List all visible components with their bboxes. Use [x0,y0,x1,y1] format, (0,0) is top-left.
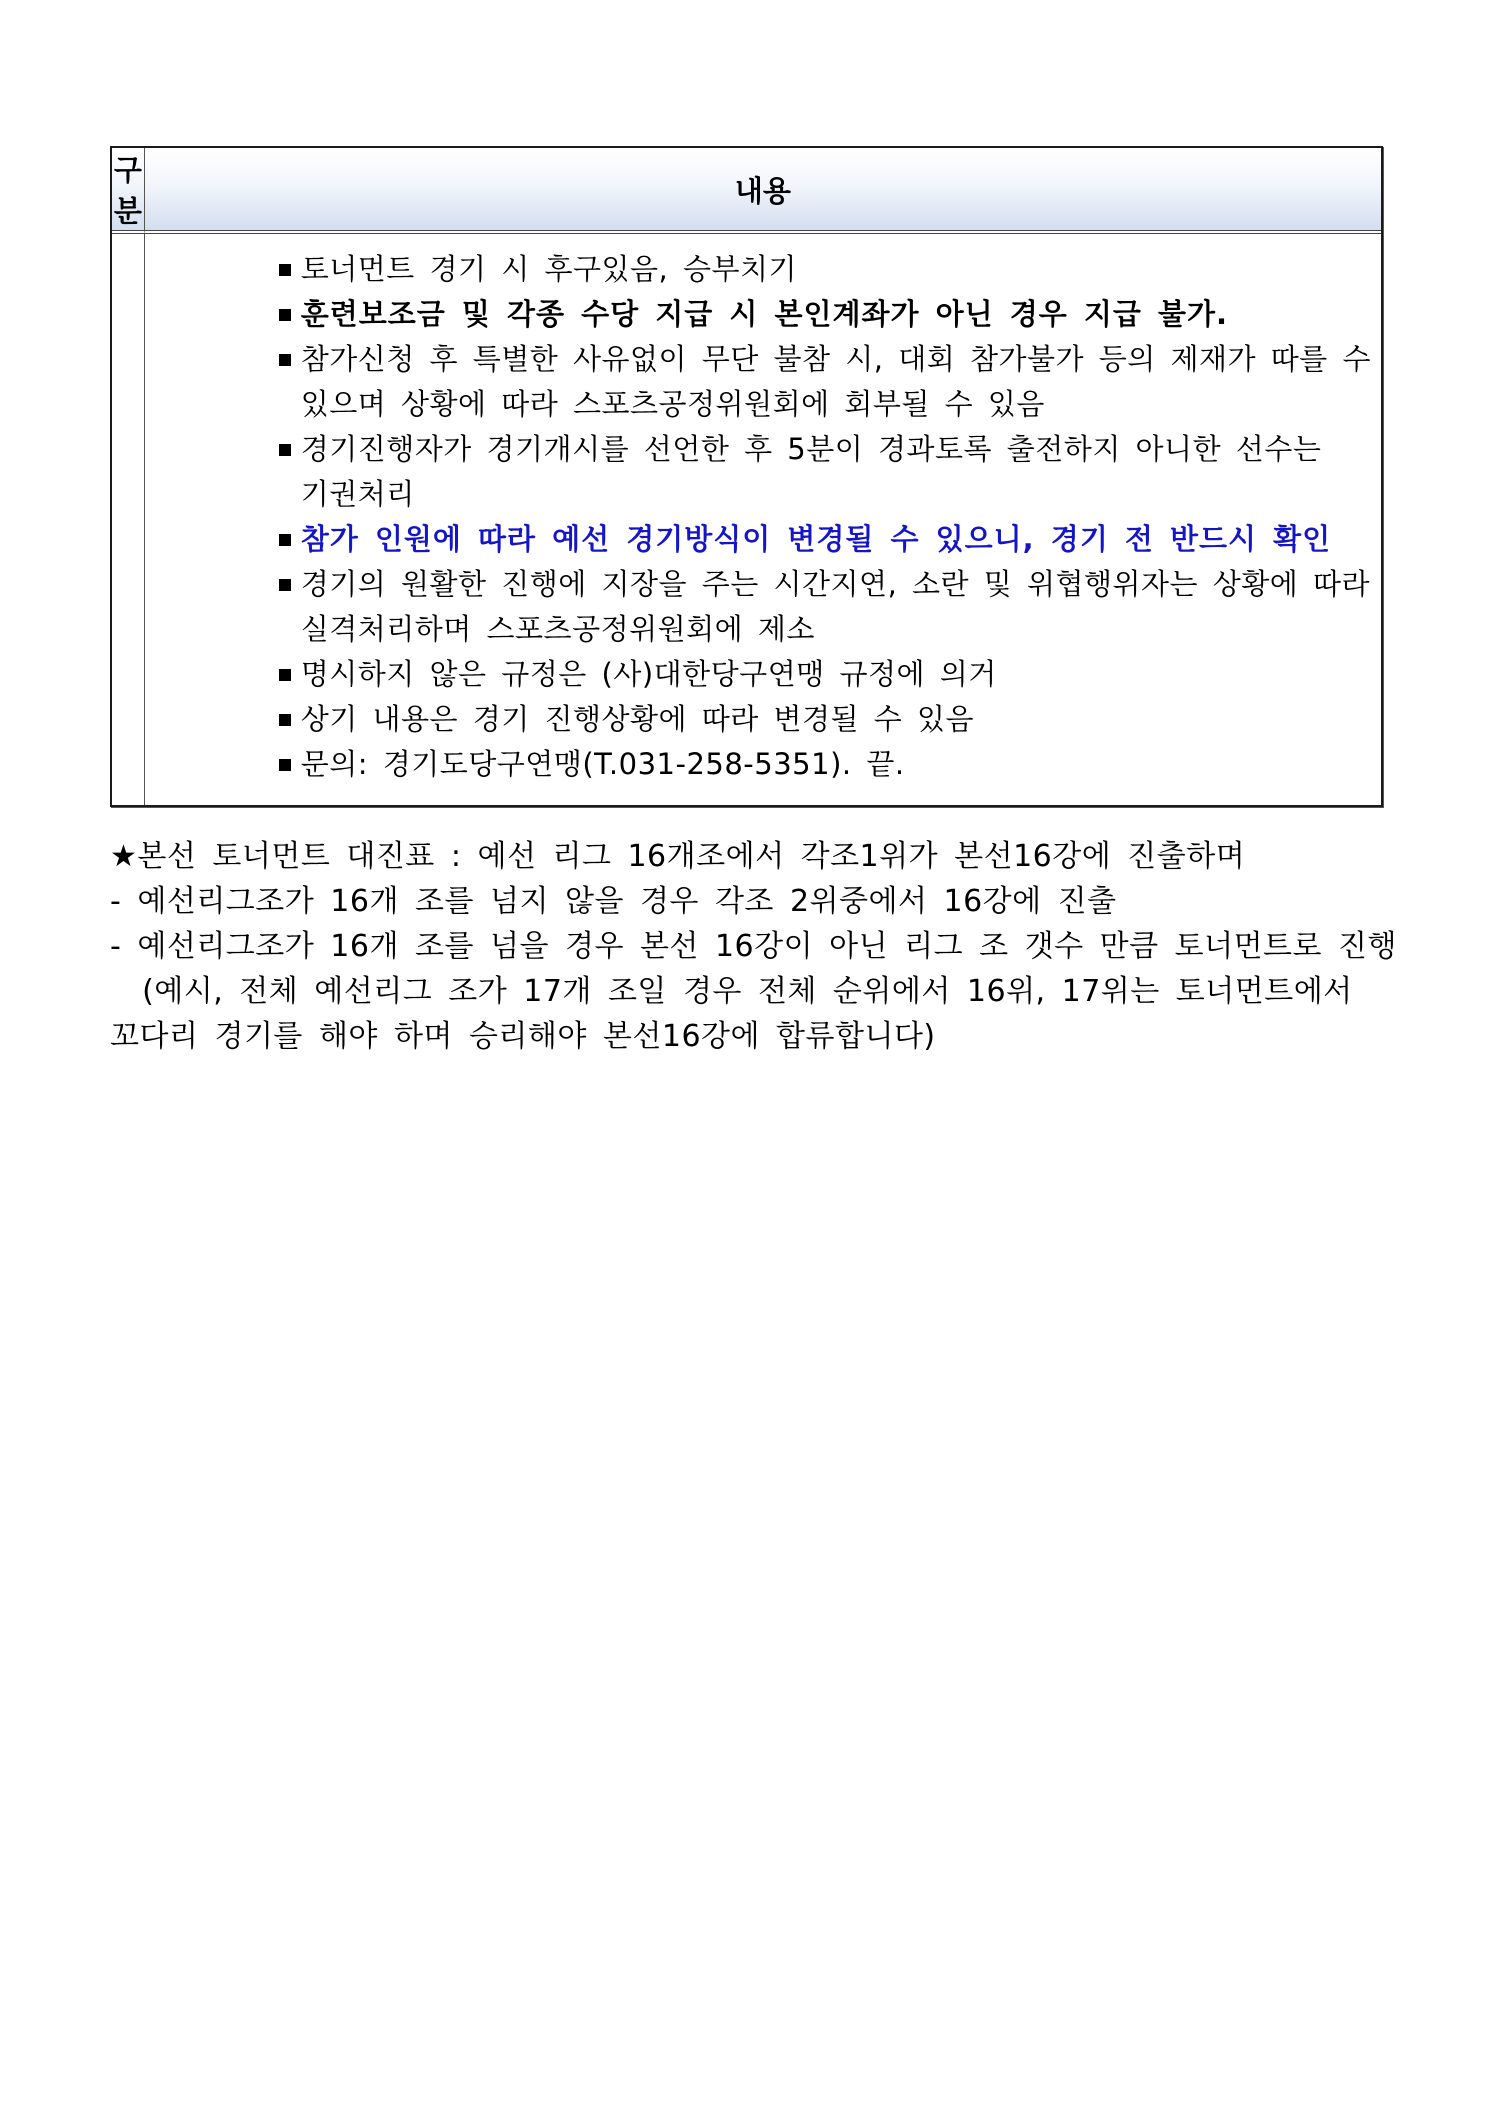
bullet-item [279,337,1371,427]
square-bullet-icon [279,264,291,276]
bullet-text-line: 명시하지 않은 규정은 (사)대한당구연맹 규정에 의거 [300,657,997,691]
bullet-item [279,742,1371,787]
content-cell [145,234,1381,805]
bullet-text-line: 경기의 원활한 진행에 지장을 주는 시간지연, 소란 및 위협행위자는 상황에 따라 [300,567,1371,601]
square-bullet-icon [279,579,291,591]
bullet-text-line: 토너먼트 경기 시 후구있음, 승부치기 [300,252,798,286]
note-line: ★본선 토너먼트 대진표 : 예선 리그 16개조에서 각조1위가 본선16강에 진출하며 [110,839,1246,874]
bullet-text-line: 훈련보조금 및 각종 수당 지급 시 본인계좌가 아닌 경우 지급 불가. [300,297,1229,331]
tournament-notes [110,834,1398,1059]
square-bullet-icon [279,534,291,546]
bullet-item [279,247,1371,292]
note-line: - 예선리그조가 16개 조를 넘을 경우 본선 16강이 아닌 리그 조 갯수 만큼 토너먼트로 진행 [110,929,1398,964]
category-cell [112,234,145,805]
header-category: 구분 [112,148,145,234]
square-bullet-icon [279,714,291,726]
note-line: (예시, 전체 예선리그 조가 17개 조일 경우 전체 순위에서 16위, 17위는 토너먼트에서 [110,974,1353,1009]
bullet-item [279,652,1371,697]
square-bullet-icon [279,759,291,771]
bullet-text-line: 기권처리 [300,477,415,511]
square-bullet-icon [279,309,291,321]
bullet-text-line: 문의: 경기도당구연맹(T.031-258-5351). 끝. [300,747,905,781]
bullet-text-line: 참가신청 후 특별한 사유없이 무단 불참 시, 대회 참가불가 등의 제재가 따를 수 [300,342,1371,376]
bullet-list [279,247,1371,787]
bullet-item [279,292,1371,337]
table-row [112,234,1381,805]
header-content: 내용 [145,148,1381,234]
note-line: - 예선리그조가 16개 조를 넘지 않을 경우 각조 2위중에서 16강에 진출 [110,884,1117,919]
bullet-text-line: 상기 내용은 경기 진행상황에 따라 변경될 수 있음 [300,702,975,736]
bullet-item [279,517,1371,562]
bullet-text-line: 참가 인원에 따라 예선 경기방식이 변경될 수 있으니, 경기 전 반드시 확인 [300,522,1332,556]
note-line: 꼬다리 경기를 해야 하며 승리해야 본선16강에 합류합니다) [110,1019,936,1054]
square-bullet-icon [279,354,291,366]
bullet-text-line: 실격처리하며 스포츠공정위원회에 제소 [300,612,815,646]
bullet-text-line: 경기진행자가 경기개시를 선언한 후 5분이 경과토록 출전하지 아니한 선수는 [300,432,1322,466]
rules-table [110,146,1383,807]
square-bullet-icon [279,669,291,681]
bullet-item [279,562,1371,652]
bullet-text-line: 있으며 상황에 따라 스포츠공정위원회에 회부될 수 있음 [300,387,1045,421]
table-header-row [112,148,1381,234]
bullet-item [279,697,1371,742]
bullet-item [279,427,1371,517]
square-bullet-icon [279,444,291,456]
